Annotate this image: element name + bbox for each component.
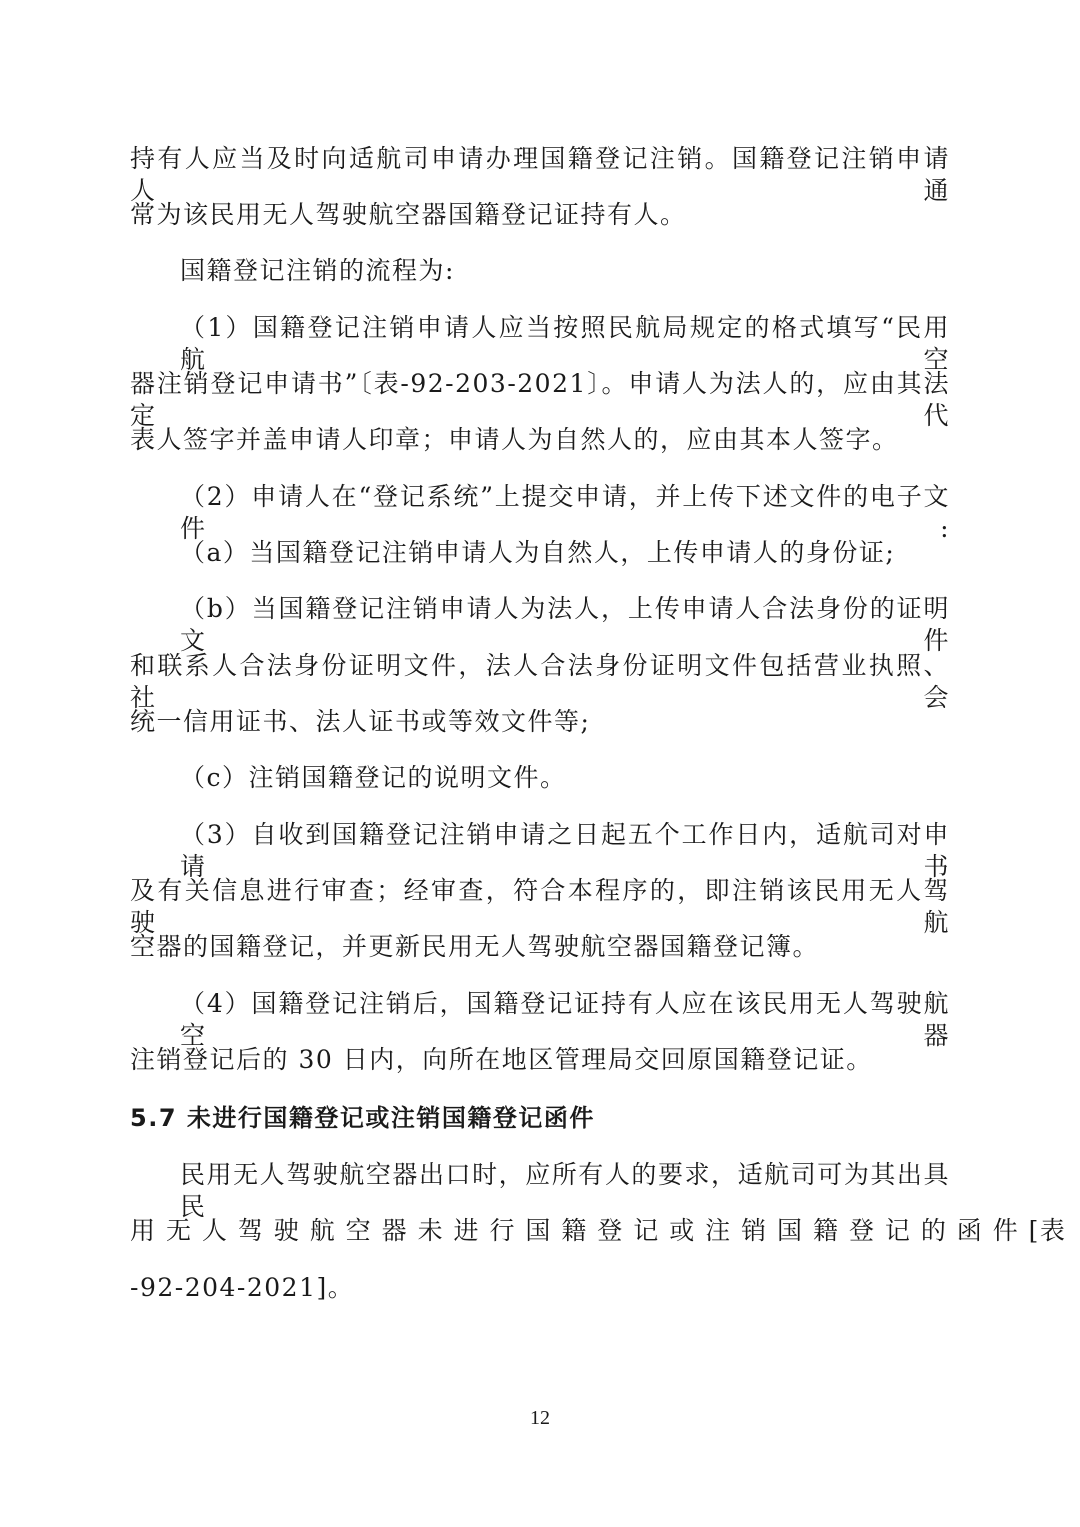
paragraph-line: （1）国籍登记注销申请人应当按照民航局规定的格式填写“民用航空: [180, 313, 950, 374]
paragraph-line: 及有关信息进行审查；经审查，符合本程序的，即注销该民用无人驾驶航: [130, 876, 950, 937]
paragraph-line: 和联系人合法身份证明文件，法人合法身份证明文件包括营业执照、社会: [130, 651, 950, 712]
paragraph-line: （4）国籍登记注销后，国籍登记证持有人应在该民用无人驾驶航空器: [180, 989, 950, 1050]
paragraph-line: （a）当国籍登记注销申请人为自然人，上传申请人的身份证;: [180, 538, 896, 567]
paragraph-line: （c）注销国籍登记的说明文件。: [180, 763, 567, 792]
paragraph-line: 表人签字并盖申请人印章；申请人为自然人的，应由其本人签字。: [130, 425, 899, 454]
paragraph-line: （2）申请人在“登记系统”上提交申请，并上传下述文件的电子文件:: [180, 482, 950, 543]
paragraph-line: -92-204-2021]。: [130, 1273, 355, 1302]
page-number: 12: [530, 1407, 550, 1429]
paragraph-line: 空器的国籍登记，并更新民用无人驾驶航空器国籍登记簿。: [130, 932, 820, 961]
paragraph-line: 器注销登记申请书”〔表-92-203-2021〕。申请人为法人的，应由其法定代: [130, 369, 950, 430]
paragraph-line: 民用无人驾驶航空器出口时，应所有人的要求，适航司可为其出具民: [180, 1160, 950, 1221]
paragraph-line: 用 无 人 驾 驶 航 空 器 未 进 行 国 籍 登 记 或 注 销 国 籍 登 记 的 函 件 [表: [130, 1216, 1067, 1245]
paragraph-line: 持有人应当及时向适航司申请办理国籍登记注销。国籍登记注销申请人通: [130, 144, 950, 205]
paragraph-line: （3）自收到国籍登记注销申请之日起五个工作日内，适航司对申请书: [180, 820, 950, 881]
section-heading: 5.7 未进行国籍登记或注销国籍登记函件: [130, 1104, 595, 1132]
paragraph-line: （b）当国籍登记注销申请人为法人，上传申请人合法身份的证明文件: [180, 594, 950, 655]
paragraph-line: 统一信用证书、法人证书或等效文件等;: [130, 707, 591, 736]
paragraph-line: 注销登记后的 30 日内，向所在地区管理局交回原国籍登记证。: [130, 1045, 873, 1074]
paragraph-line: 国籍登记注销的流程为:: [180, 256, 455, 285]
paragraph-line: 常为该民用无人驾驶航空器国籍登记证持有人。: [130, 200, 687, 229]
